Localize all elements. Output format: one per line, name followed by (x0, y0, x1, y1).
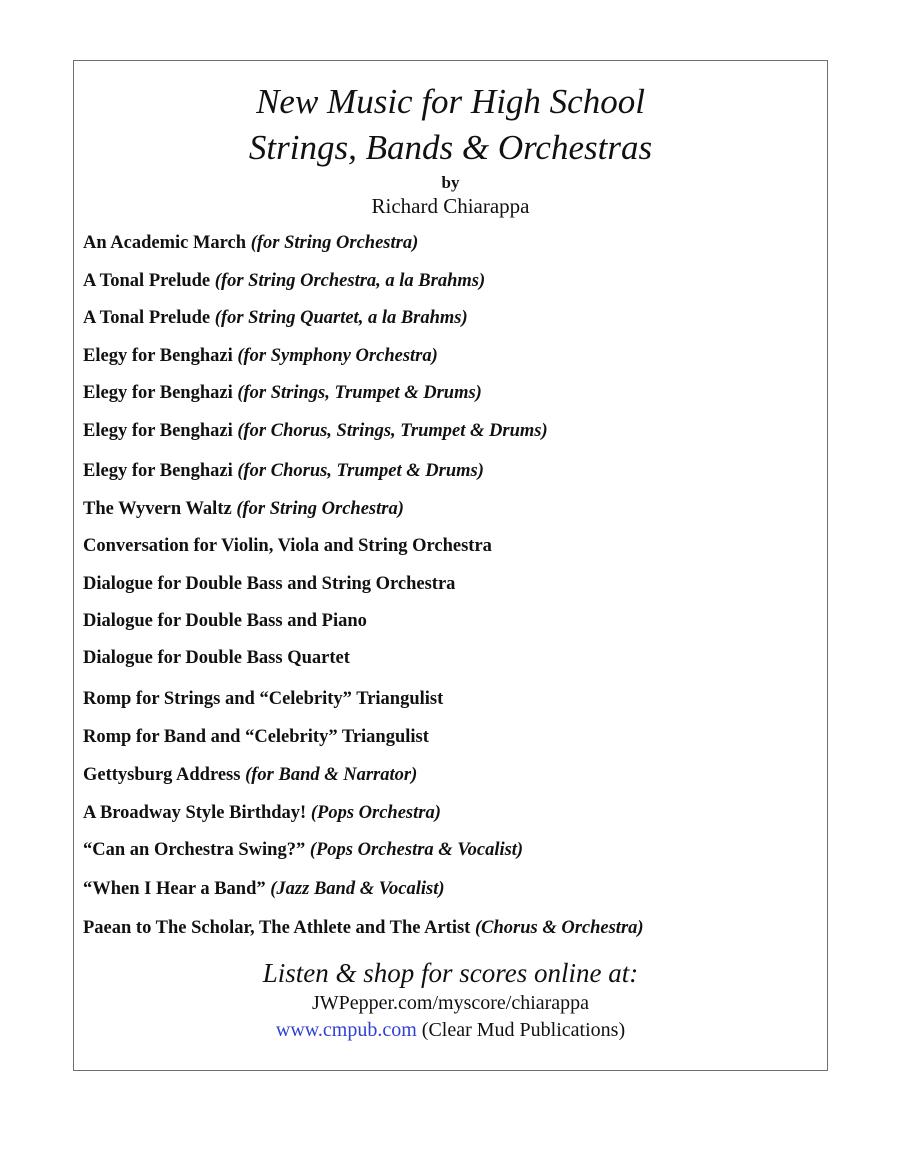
footer-heading: Listen & shop for scores online at: (262, 958, 639, 988)
work-item (83, 344, 438, 368)
author-name: Richard Chiarappa (371, 194, 530, 218)
work-title: Conversation for Violin, Viola and String Orchestra (83, 536, 492, 556)
work-item (83, 877, 445, 901)
work-title: Elegy for Benghazi (83, 346, 238, 366)
work-instrumentation: (for Chorus, Strings, Trumpet & Drums) (237, 421, 548, 441)
work-instrumentation: (for String Orchestra) (236, 499, 404, 519)
by-label: by (441, 173, 460, 192)
work-instrumentation: (for String Quartet, a la Brahms) (214, 308, 468, 328)
work-title: “Can an Orchestra Swing?” (83, 840, 310, 860)
work-item (83, 609, 367, 633)
work-item (83, 572, 455, 596)
work-instrumentation: (Pops Orchestra) (310, 803, 441, 823)
work-title: Romp for Strings and “Celebrity” Triangulist (83, 689, 444, 709)
work-title: Elegy for Benghazi (83, 421, 238, 441)
work-instrumentation: (Jazz Band & Vocalist) (270, 879, 445, 899)
work-item (83, 534, 492, 558)
work-title: “When I Hear a Band” (83, 879, 271, 899)
work-title: A Tonal Prelude (83, 271, 215, 291)
flyer-header (74, 79, 827, 219)
work-title: Elegy for Benghazi (83, 383, 238, 403)
work-item (83, 381, 482, 405)
work-title: Gettysburg Address (83, 765, 246, 785)
work-item (83, 269, 485, 293)
cmpub-publisher: (Clear Mud Publications) (416, 1019, 626, 1041)
title-line-1: New Music for High School (256, 82, 645, 121)
work-title: Romp for Band and “Celebrity” Triangulist (83, 727, 429, 747)
work-title: Dialogue for Double Bass and String Orchestra (83, 574, 456, 594)
cmpub-link[interactable]: www.cmpub.com (275, 1019, 417, 1041)
cmpub-line (74, 1017, 827, 1044)
work-instrumentation: (for String Orchestra, a la Brahms) (214, 271, 486, 291)
work-item (83, 419, 548, 443)
flyer-frame (73, 60, 828, 1071)
work-title: The Wyvern Waltz (83, 499, 237, 519)
work-instrumentation: (for Strings, Trumpet & Drums) (237, 383, 482, 403)
work-title: Dialogue for Double Bass Quartet (83, 648, 350, 668)
work-item (83, 497, 404, 521)
flyer-footer (74, 956, 827, 1044)
work-item (83, 838, 523, 862)
work-item (83, 646, 350, 670)
work-title: A Tonal Prelude (83, 308, 215, 328)
work-item (83, 916, 644, 940)
title-line-2: Strings, Bands & Orchestras (248, 128, 653, 167)
work-title: Dialogue for Double Bass and Piano (83, 611, 367, 631)
work-title: A Broadway Style Birthday! (83, 803, 311, 823)
work-item (83, 763, 417, 787)
work-instrumentation: (for String Orchestra) (250, 233, 419, 253)
work-item (83, 725, 429, 749)
work-title: An Academic March (83, 233, 251, 253)
work-title: Elegy for Benghazi (83, 461, 238, 481)
work-instrumentation: (for Band & Narrator) (245, 765, 418, 785)
work-instrumentation: (for Chorus, Trumpet & Drums) (237, 461, 484, 481)
work-instrumentation: (Pops Orchestra & Vocalist) (309, 840, 524, 860)
work-item (83, 231, 418, 255)
work-instrumentation: (for Symphony Orchestra) (237, 346, 438, 366)
work-instrumentation: (Chorus & Orchestra) (474, 918, 644, 938)
work-item (83, 801, 441, 825)
work-item (83, 687, 443, 711)
work-title: Paean to The Scholar, The Athlete and The Artist (83, 918, 475, 938)
jwpepper-url: JWPepper.com/myscore/chiarappa (311, 992, 590, 1014)
work-item (83, 306, 468, 330)
work-item (83, 459, 484, 483)
